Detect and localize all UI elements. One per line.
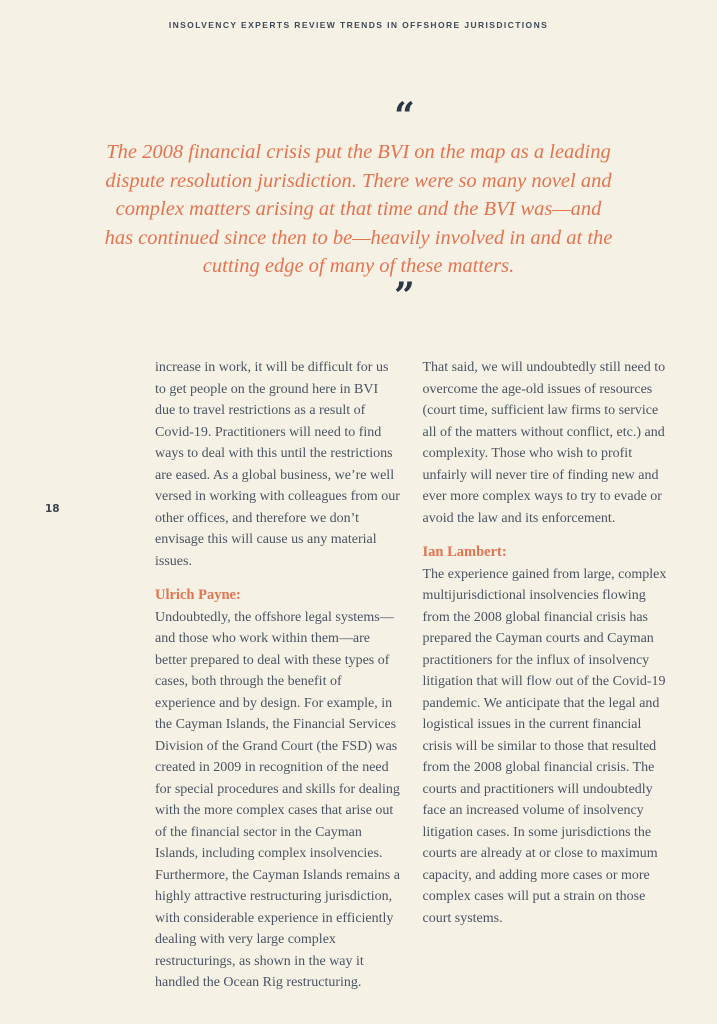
- open-quote-mark-icon: “: [394, 95, 415, 137]
- pull-quote: [0, 138, 717, 281]
- body-paragraph: The experience gained from large, complex multijurisdictional insolvencies flowing from the 2008 global financial crisis has prepared the Cayman courts and Cayman practitioners for the influx of insolvency litigation that will flow out of the Covid-19 pandemic. We anticipate that the legal and logistical issues in the current financial crisis will be similar to those that resulted from the 2008 global financial crisis. The courts and practitioners will undoubtedly face an increased volume of insolvency litigation cases. In some jurisdictions the courts are already at or close to maximum capacity, and adding more cases or more complex cases will put a strain on those court systems.: [422, 566, 667, 926]
- body-paragraph: increase in work, it will be difficult for us to get people on the ground here in BVI due to travel restrictions as a result of Covid-19. Practitioners will need to find ways to deal with this until the restrictions are eased. As a global business, we’re well versed in working with colleagues from our other offices, and therefore we don’t envisage this will cause us any material issues.: [155, 360, 400, 569]
- pull-quote-line: complex matters arising at that time and the BVI was—and: [115, 198, 602, 220]
- body-paragraph: That said, we will undoubtedly still need to overcome the age-old issues of resources (court time, sufficient law firms to service all of the matters without conflict, etc.) and complexity. Those who wish to profit unfairly will never tire of finding new and ever more complex ways to try to evade or avoid the law and its enforcement.: [422, 360, 666, 526]
- left-column: [155, 357, 401, 994]
- pull-quote-line: The 2008 financial crisis put the BVI on the map as a leading: [106, 141, 611, 163]
- right-column: [423, 357, 669, 994]
- close-quote-mark-icon: ”: [394, 275, 415, 317]
- running-header: [0, 20, 717, 30]
- article-body: [155, 357, 668, 994]
- running-header-text: INSOLVENCY EXPERTS REVIEW TRENDS IN OFFSHORE JURISDICTIONS: [168, 20, 549, 30]
- pull-quote-line: dispute resolution jurisdiction. There were so many novel and: [105, 169, 612, 192]
- speaker-name-ian-lambert: Ian Lambert:: [422, 544, 507, 560]
- pull-quote-line: cutting edge of many of these matters.: [202, 255, 515, 277]
- page-number: 18: [45, 503, 60, 515]
- pull-quote-line: has continued since then to be—heavily involved in and at the: [104, 226, 613, 249]
- body-paragraph: Undoubtedly, the offshore legal systems—and those who work within them—are better prepared to deal with these types of cases, both through the benefit of experience and by design. For example, in the Cayman Islands, the Financial Services Division of the Grand Court (the FSD) was created in 2009 in recognition of the need for special procedures and skills for dealing with the more complex cases that arise out of the financial sector in the Cayman Islands, including complex insolvencies. Furthermore, the Cayman Islands remains a highly attractive restructuring jurisdiction, with considerable experience in efficiently dealing with very large complex restructurings, as shown in the way it handled the Ocean Rig restructuring.: [155, 609, 400, 990]
- speaker-name-ulrich-payne: Ulrich Payne:: [155, 587, 241, 603]
